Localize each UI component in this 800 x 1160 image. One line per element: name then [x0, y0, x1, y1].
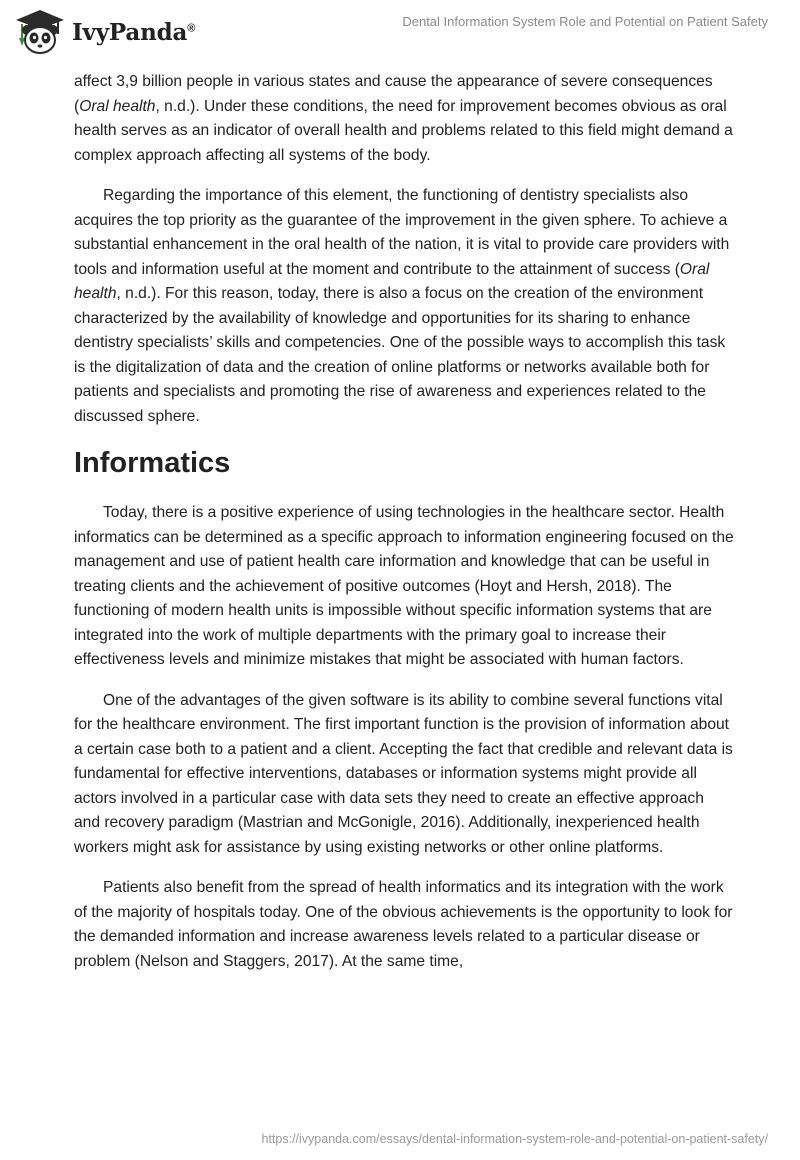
- essay-body: [74, 70, 734, 990]
- paragraph-2: Regarding the importance of this element, the functioning of dentistry specialists also acquires the top priority as the guarantee of the improvement in the given sphere. To achieve a substantial enhancement in the oral health of the nation, it is vital to provide care providers with tools and information useful at the moment and contribute to the attainment of success (Oral health, n.d.). For this reason, today, there is also a focus on the creation of the environment characterized by the availability of knowledge and opportunities for its sharing to enhance dentistry specialists’ skills and competencies. One of the possible ways to accomplish this task is the digitalization of data and the creation of online platforms or networks available both for patients and specialists and promoting the rise of awareness and experiences related to the discussed sphere.: [74, 187, 730, 425]
- paragraph-3: Today, there is a positive experience of using technologies in the healthcare sector. Health informatics can be determined as a specific approach to information engineering focused on the management and use of patient health care information and knowledge that can be useful in treating clients and the achievement of positive outcomes (Hoyt and Hersh, 2018). The functioning of modern health units is impossible without specific information systems that are integrated into the work of multiple departments with the primary goal to increase their effectiveness levels and minimize mistakes that might be associated with human factors.: [74, 504, 734, 668]
- section-heading: Informatics: [74, 447, 231, 479]
- page-header: [0, 0, 800, 70]
- paragraph-1: affect 3,9 billion people in various states and cause the appearance of severe consequences (Oral health, n.d.). Under these conditions, the need for improvement becomes obvious as oral health serves as an indicator of overall health and problems related to this field might demand a complex approach affecting all systems of the body.: [74, 73, 733, 164]
- source-url[interactable]: https://ivypanda.com/essays/dental-information-system-role-and-potential-on-patient-safety/: [261, 1132, 768, 1146]
- paragraph-5: Patients also benefit from the spread of health informatics and its integration with the work of the majority of hospitals today. One of the obvious achievements is the opportunity to look for the demanded information and increase awareness levels related to a particular disease or problem (Nelson and Staggers, 2017). At the same time,: [74, 879, 733, 970]
- citation-italic: Oral health: [74, 260, 710, 302]
- citation-italic: Oral health: [79, 97, 156, 115]
- panda-graduate-icon: [14, 8, 66, 56]
- brand-name: IvyPanda®: [72, 18, 196, 46]
- registered-mark: ®: [187, 21, 196, 34]
- document-title: Dental Information System Role and Potential on Patient Safety: [402, 14, 768, 29]
- ivypanda-logo[interactable]: [14, 8, 195, 56]
- paragraph-4: One of the advantages of the given software is its ability to combine several functions vital for the healthcare environment. The first important function is the provision of information about a certain case both to a patient and a client. Accepting the fact that credible and relevant data is fundamental for effective interventions, databases or information systems might provide all actors involved in a particular case with data sets they need to create an effective approach and recovery paradigm (Mastrian and McGonigle, 2016). Additionally, inexperienced health workers might ask for assistance by using existing networks or other online platforms.: [74, 691, 733, 856]
